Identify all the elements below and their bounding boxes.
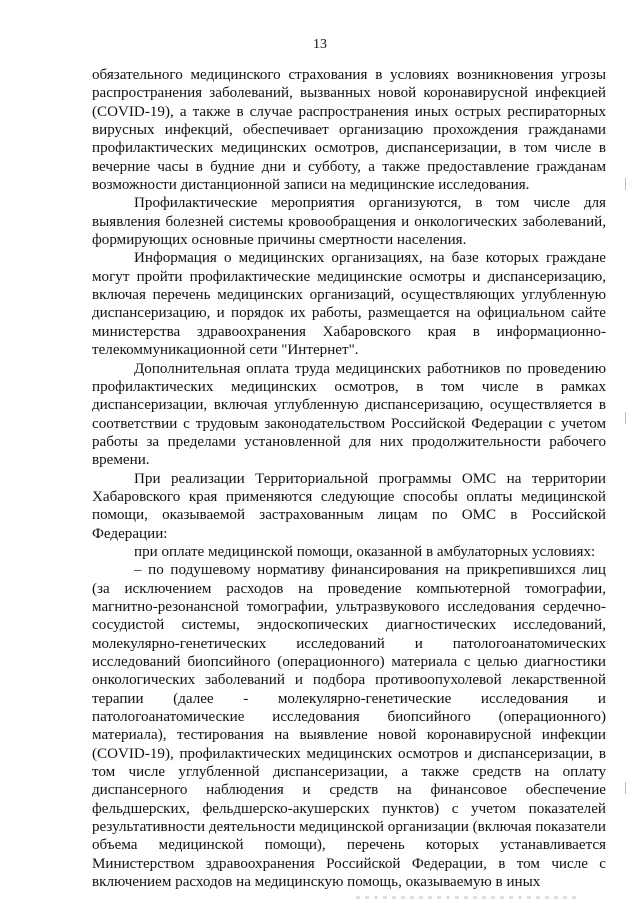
- scan-artifact-mark: [625, 178, 626, 190]
- scan-artifact-mark: [625, 782, 626, 794]
- paragraph-7: – по подушевому нормативу финансирования на прикрепившихся лиц (за исключением расходов на проведение компьютерной томографии, магнитно-резонансной томографии, ультразвукового исследования сердечно-сосудистой системы, эндоскопических диагностических исследований, молекулярно-генетических исследований и патологоанатомических исследований биопсийного (операционного) материала с целью диагностики онкологических заболеваний и подбора противоопухолевой лекарственной терапии (далее - молекулярно-генетические исследования и патологоанатомические исследования биопсийного (операционного) материала), тестирования на выявление новой коронавирусной инфекции (COVID-19), профилактических медицинских осмотров и диспансеризации, в том числе углубленной диспансеризации, а также средств на оплату диспансерного наблюдения и средств на финансовое обеспечение фельдшерских, фельдшерско-акушерских пунктов) с учетом показателей результативности деятельности медицинской организации (включая показатели объема медицинской помощи), перечень которых устанавливается Министерством здравоохранения Российской Федерации, в том числе с включением расходов на медицинскую помощь, оказываемую в иных: [92, 562, 606, 891]
- scan-bottom-noise: [356, 896, 576, 899]
- paragraph-6: при оплате медицинской помощи, оказанной в амбулаторных условиях:: [134, 543, 596, 560]
- scan-artifact-mark: [625, 412, 626, 424]
- paragraph-3: Информация о медицинских организациях, на базе которых граждане могут пройти профилактические медицинские осмотры и диспансеризацию, включая перечень медицинских организаций, осуществляющих углубленную диспансеризацию, и порядок их работы, размещается на официальном сайте министерства здравоохранения Хабаровского края в информационно-телекоммуникационной сети "Интернет".: [92, 250, 606, 359]
- paragraph-5: При реализации Территориальной программы ОМС на территории Хабаровского края применяются следующие способы оплаты медицинской помощи, оказываемой застрахованным лицам по ОМС в Российской Федерации:: [92, 470, 606, 542]
- paragraph-2: Профилактические мероприятия организуются, в том числе для выявления болезней системы кровообращения и онкологических заболеваний, формирующих основные причины смертности населения.: [92, 195, 606, 249]
- paragraph-1: обязательного медицинского страхования в условиях возникновения угрозы распространения заболеваний, вызванных новой коронавирусной инфекцией (COVID-19), а также в случае распространения иных острых респираторных вирусных инфекций, обеспечивает организацию прохождения гражданами профилактических медицинских осмотров, диспансеризации, в том числе в вечерние часы в будние дни и субботу, а также предоставление гражданам возможности дистанционной записи на медицинские исследования.: [92, 67, 606, 194]
- paragraph-4: Дополнительная оплата труда медицинских работников по проведению профилактических медицинских осмотров, в том числе в рамках диспансеризации, включая углубленную диспансеризацию, осуществляется в соответствии с трудовым законодательством Российской Федерации с учетом работы за пределами установленной для них продолжительности рабочего времени.: [92, 360, 606, 469]
- page-number: 13: [313, 37, 327, 52]
- document-body: [92, 66, 606, 891]
